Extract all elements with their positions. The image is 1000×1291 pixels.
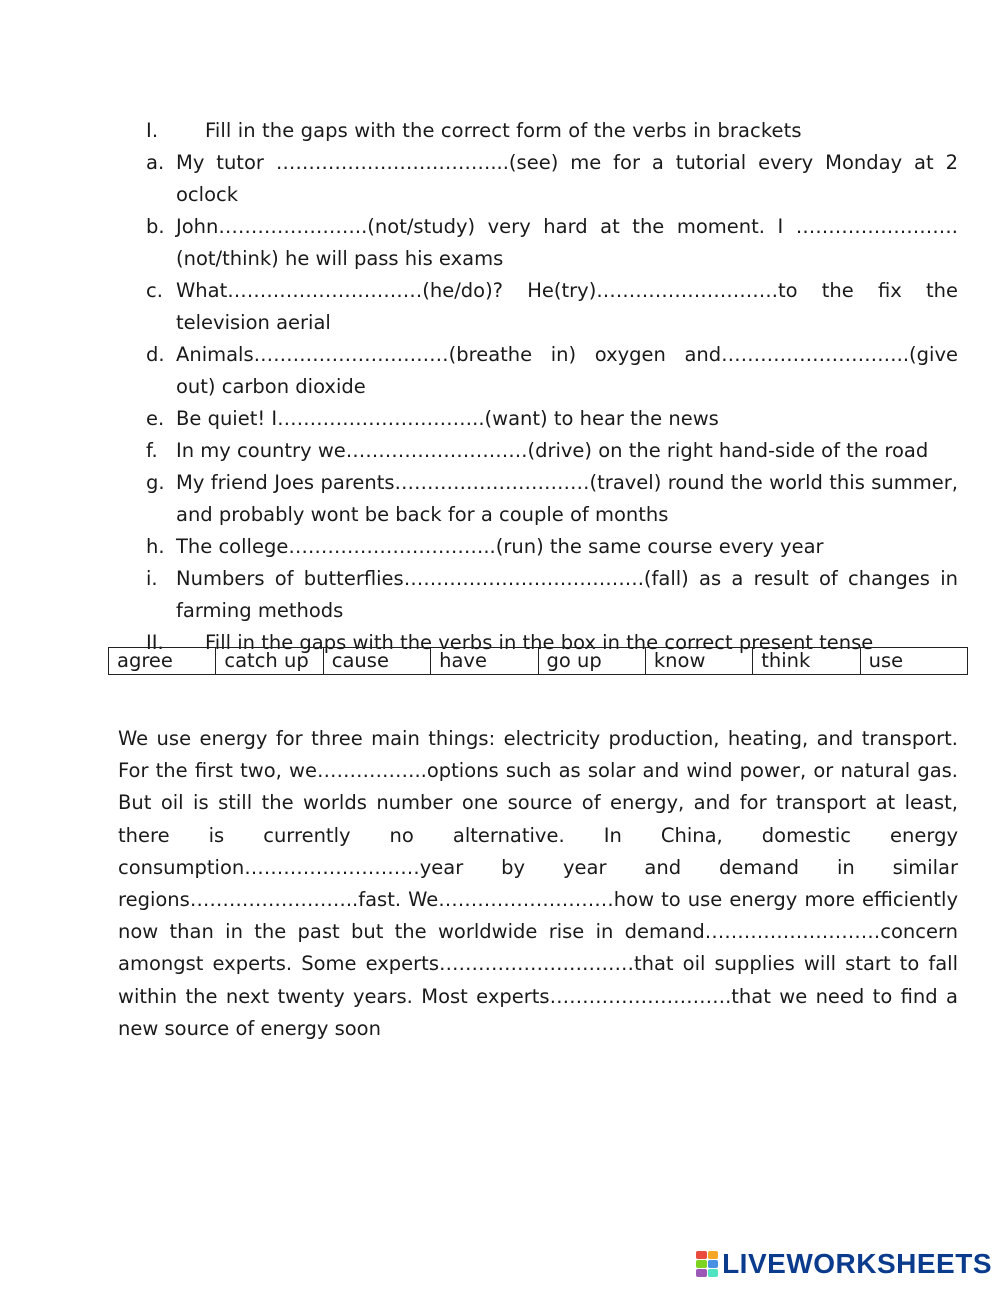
- section-1-numeral: I.: [146, 119, 159, 142]
- item-text: Numbers of butterflies……………………………….(fall) as a result of changes in farming methods: [176, 567, 958, 622]
- exercise-1-items: [146, 147, 958, 659]
- item-letter: c.: [146, 279, 163, 302]
- verb-box-cell: think: [753, 648, 860, 675]
- section-2-instruction: Fill in the gaps with the verbs in the box in the correct present tense: [205, 631, 874, 654]
- verb-box: [108, 647, 968, 675]
- liveworksheets-logo: [696, 1247, 992, 1281]
- exercise-item-h: [146, 531, 958, 563]
- section-2-numeral: II.: [146, 631, 164, 654]
- item-text: My tutor ……………………………...(see) me for a tutorial every Monday at 2 oclock: [176, 151, 958, 206]
- item-letter: d.: [146, 343, 165, 366]
- item-text: John…………………..(not/study) very hard at the moment. I …………………….(not/think) he will pass his exams: [176, 215, 958, 270]
- item-text: The college…………………………..(run) the same course every year: [176, 535, 824, 558]
- verb-box-cell: use: [860, 648, 967, 675]
- item-text: In my country we……………………….(drive) on the right hand-side of the road: [176, 439, 929, 462]
- liveworksheets-mark-icon: [696, 1251, 718, 1277]
- verb-box-cell: agree: [109, 648, 216, 675]
- item-letter: g.: [146, 471, 165, 494]
- item-text: Be quiet! I…………………………..(want) to hear the news: [176, 407, 719, 430]
- exercise-item-i: [146, 563, 958, 627]
- exercise-item-b: [146, 211, 958, 275]
- item-letter: b.: [146, 215, 165, 238]
- item-letter: i.: [146, 567, 158, 590]
- exercise-item-g: [146, 467, 958, 531]
- verb-box-cell: cause: [323, 648, 430, 675]
- verb-box-cell: know: [645, 648, 752, 675]
- item-text: Animals…………………………(breathe in) oxygen and………………………..(give out) carbon dioxide: [176, 343, 958, 398]
- verb-box-cell: go up: [538, 648, 645, 675]
- exercise-item-a: [146, 147, 958, 211]
- item-letter: e.: [146, 407, 165, 430]
- section-1-instruction: Fill in the gaps with the correct form of the verbs in brackets: [205, 119, 802, 142]
- item-text: My friend Joes parents…………………………(travel) round the world this summer, and probably wont be back for a couple of months: [176, 471, 958, 526]
- item-text: What…………………………(he/do)? He(try)……………………….to the fix the television aerial: [176, 279, 958, 334]
- exercise-item-d: [146, 339, 958, 403]
- item-letter: a.: [146, 151, 165, 174]
- reading-passage: We use energy for three main things: electricity production, heating, and transport. For the first two, we……………..options such as solar and wind power, or natural gas. But oil is still the worlds number one source of energy, and for transport at least, there is currently no alternative. In China, domestic energy consumption………………………year by year and demand in similar regions……………………..fast. We………………………how to use energy more efficiently now than in the past but the worldwide rise in demand………………………concern amongst experts. Some experts…………………………that oil supplies will start to fall within the next twenty years. Most experts……………………….that we need to find a new source of energy soon: [118, 727, 958, 1040]
- verb-box-row: [109, 648, 968, 675]
- item-letter: f.: [146, 439, 158, 462]
- exercise-item-e: [146, 403, 958, 435]
- verb-box-cell: catch up: [216, 648, 323, 675]
- liveworksheets-wordmark: LIVEWORKSHEETS: [722, 1248, 992, 1279]
- section-1-heading: [146, 115, 966, 147]
- verb-box-cell: have: [431, 648, 538, 675]
- item-letter: h.: [146, 535, 165, 558]
- exercise-item-f: [146, 435, 958, 467]
- exercise-item-c: [146, 275, 958, 339]
